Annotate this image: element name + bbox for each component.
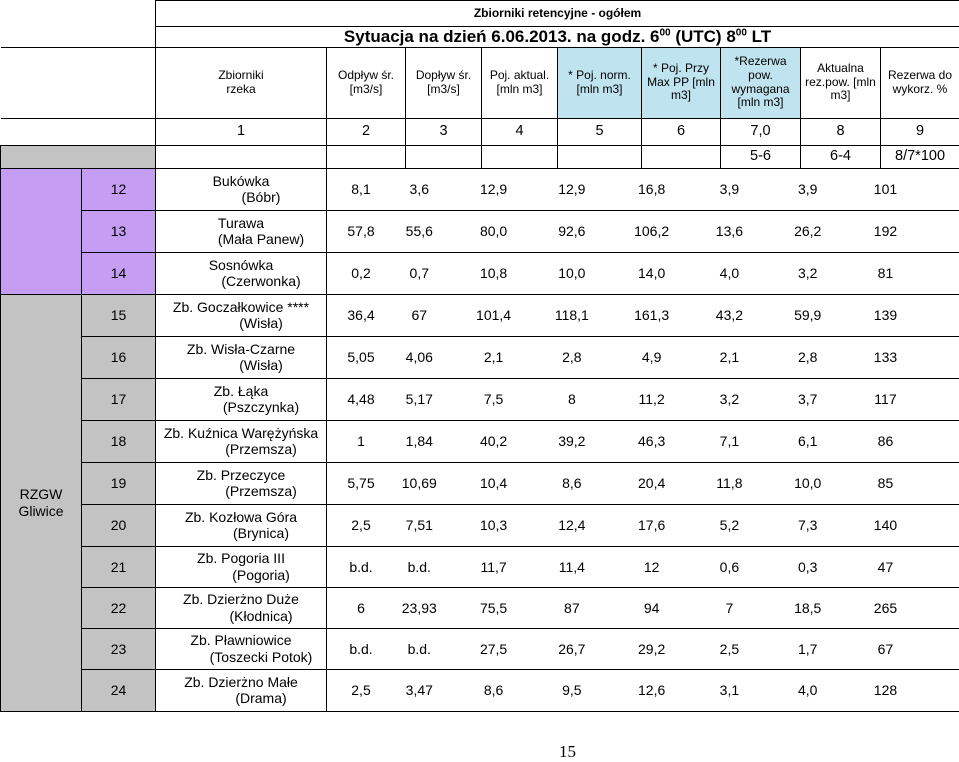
cell-value: 8 [532,391,612,407]
cell-value: 3,6 [383,181,455,197]
cell-value: 10,0 [770,475,846,491]
table-row [1,669,959,711]
cell-value: 43,2 [691,307,767,323]
cell-value: 128 [848,682,923,698]
cell-value: 55,6 [383,223,455,239]
colnum-5: 5 [558,118,642,145]
row-index: 18 [82,420,156,462]
header-poj-max: * Poj. Przy Max PP [mln m3] [642,47,721,118]
reservoir-name: Zb. Kuźnica Warężyńska [156,425,326,441]
reservoir-name-cell [156,669,327,711]
formula-9: 8/7*100 [881,145,959,168]
page-number: 15 [559,742,576,762]
colnum-2: 2 [327,118,406,145]
cell-value: 5,75 [341,475,381,491]
cell-value: 46,3 [614,433,689,449]
cell-value: 101 [848,181,923,197]
cell-value: 94 [614,600,689,616]
cell-value: b.d. [341,641,381,657]
cell-value: 12 [614,559,689,575]
header-poj-norm: * Poj. norm. [mln m3] [558,47,642,118]
row-index: 13 [82,210,156,252]
river-name: (Przemsza) [156,483,326,499]
river-name: (Brynica) [156,525,326,541]
reservoir-name-cell [156,168,327,210]
cell-value: 2,1 [691,349,767,365]
cell-value: 92,6 [532,223,612,239]
cell-value: 81 [848,265,923,281]
reservoir-name: Zb. Goczałkowice **** [156,299,326,315]
cell-value: 10,3 [458,517,530,533]
river-name: (Wisła) [156,315,326,331]
cell-value: 9,5 [532,682,612,698]
row-index: 12 [82,168,156,210]
reservoir-name: Zb. Kozłowa Góra [156,509,326,525]
reservoir-name: Zb. Dzierżno Duże [156,591,326,607]
cell-value: 7,1 [691,433,767,449]
reservoir-name-cell [156,210,327,252]
cell-value: 11,2 [614,391,689,407]
reservoir-name: Bukówka [156,173,326,189]
table-row [1,378,959,420]
cell-value: 5,05 [341,349,381,365]
cell-value: 12,4 [532,517,612,533]
cell-value: 1,7 [770,641,846,657]
row-values [327,669,959,711]
reservoir-name: Zb. Pogoria III [156,550,326,566]
cell-value: 192 [848,223,923,239]
header-aktualna-rez: Aktualna rez.pow. [mln m3] [801,47,881,118]
cell-value: 75,5 [458,600,530,616]
row-values [327,420,959,462]
header-odplyw: Odpływ śr. [m3/s] [327,47,406,118]
cell-value: 2,1 [458,349,530,365]
cell-value: 23,93 [383,600,455,616]
row-values [327,462,959,504]
reservoir-name-cell [156,294,327,336]
cell-value: 26,2 [770,223,846,239]
cell-value: 0,7 [383,265,455,281]
formula-7: 5-6 [721,145,801,168]
table-row [1,546,959,587]
reservoir-name-cell [156,252,327,294]
header-rezerwa-wykorz: Rezerwa do wykorz. % [881,47,959,118]
row-index: 23 [82,628,156,669]
row-index: 17 [82,378,156,420]
cell-value: 8,6 [458,682,530,698]
cell-value: 12,6 [614,682,689,698]
header-doplyw: Dopływ śr. [m3/s] [406,47,482,118]
cell-value: 3,9 [770,181,846,197]
river-name: (Bóbr) [156,189,326,205]
colnum-4: 4 [482,118,558,145]
cell-value: 118,1 [532,307,612,323]
cell-value: 10,4 [458,475,530,491]
river-name: (Czerwonka) [156,273,326,289]
cell-value: 1,84 [383,433,455,449]
cell-value: 13,6 [691,223,767,239]
cell-value: 16,8 [614,181,689,197]
row-values [327,168,959,210]
cell-value: 117 [848,391,923,407]
reservoir-name: Zb. Dzierżno Małe [156,674,326,690]
river-name: (Pszczynka) [156,399,326,415]
table-title: Zbiorniki retencyjne - ogółem [156,1,959,27]
cell-value: 80,0 [458,223,530,239]
row-values [327,504,959,546]
cell-value: 87 [532,600,612,616]
colnum-6: 6 [642,118,721,145]
cell-value: 3,2 [691,391,767,407]
cell-value: 11,7 [458,559,530,575]
table-row [1,504,959,546]
table-row [1,294,959,336]
reservoir-name-cell [156,462,327,504]
cell-value: 14,0 [614,265,689,281]
cell-value: 11,4 [532,559,612,575]
cell-value: 17,6 [614,517,689,533]
row-values [327,336,959,378]
cell-value: b.d. [341,559,381,575]
cell-value: 4,0 [770,682,846,698]
table-row [1,628,959,669]
header-zbiorniki: Zbiorniki rzeka [156,47,327,118]
river-name: (Drama) [156,690,326,706]
cell-value: 85 [848,475,923,491]
cell-value: 27,5 [458,641,530,657]
cell-value: 7,51 [383,517,455,533]
cell-value: 2,5 [341,682,381,698]
table-subtitle: Sytuacja na dzień 6.06.2013. na godz. $6^{00}$ (UTC) $8^{00}$ LT [156,27,959,48]
row-index: 22 [82,587,156,628]
cell-value: 139 [848,307,923,323]
cell-value: 11,8 [691,475,767,491]
cell-value: 3,47 [383,682,455,698]
row-values [327,378,959,420]
cell-value: 12,9 [458,181,530,197]
reservoir-name-cell [156,336,327,378]
cell-value: 5,2 [691,517,767,533]
reservoir-name: Sosnówka [156,257,326,273]
cell-value: 20,4 [614,475,689,491]
cell-value: 5,17 [383,391,455,407]
table-row [1,168,959,210]
cell-value: 26,7 [532,641,612,657]
reservoir-name-cell [156,546,327,587]
cell-value: 59,9 [770,307,846,323]
cell-value: 2,5 [341,517,381,533]
cell-value: 3,9 [691,181,767,197]
cell-value: 7,5 [458,391,530,407]
table-row [1,420,959,462]
reservoir-name-cell [156,504,327,546]
river-name: (Wisła) [156,357,326,373]
cell-value: 4,06 [383,349,455,365]
river-name: (Mała Panew) [156,231,326,247]
cell-value: 40,2 [458,433,530,449]
reservoir-name-cell [156,420,327,462]
reservoir-name-cell [156,378,327,420]
colnum-3: 3 [406,118,482,145]
river-name: (Kłodnica) [156,608,326,624]
cell-value: 0,2 [341,265,381,281]
cell-value: 106,2 [614,223,689,239]
colnum-7: 7,0 [721,118,801,145]
cell-value: 8,1 [341,181,381,197]
reservoir-name-cell [156,628,327,669]
row-values [327,252,959,294]
row-values [327,210,959,252]
table-row [1,210,959,252]
river-name: (Przemsza) [156,441,326,457]
cell-value: 161,3 [614,307,689,323]
header-poj-aktual: Poj. aktual. [mln m3] [482,47,558,118]
row-index: 15 [82,294,156,336]
table-row [1,587,959,628]
cell-value: 0,3 [770,559,846,575]
cell-value: 10,0 [532,265,612,281]
cell-value: 39,2 [532,433,612,449]
reservoir-name: Zb. Pławniowice [156,632,326,648]
table-row [1,336,959,378]
row-index: 16 [82,336,156,378]
cell-value: 140 [848,517,923,533]
cell-value: 2,8 [532,349,612,365]
reservoir-name: Zb. Wisła-Czarne [156,341,326,357]
cell-value: 2,5 [691,641,767,657]
cell-value: 10,8 [458,265,530,281]
cell-value: 57,8 [341,223,381,239]
reservoir-name: Zb. Przeczyce [156,467,326,483]
cell-value: 8,6 [532,475,612,491]
row-values [327,294,959,336]
row-index: 21 [82,546,156,587]
cell-value: 101,4 [458,307,530,323]
cell-value: 67 [383,307,455,323]
cell-value: b.d. [383,559,455,575]
cell-value: 3,1 [691,682,767,698]
table-row [1,252,959,294]
cell-value: 3,7 [770,391,846,407]
cell-value: 6,1 [770,433,846,449]
cell-value: 1 [341,433,381,449]
cell-value: 4,48 [341,391,381,407]
river-name: (Toszecki Potok) [156,649,326,665]
cell-value: 133 [848,349,923,365]
table-row [1,462,959,504]
colnum-8: 8 [801,118,881,145]
reservoir-name-cell [156,587,327,628]
row-values [327,546,959,587]
row-index: 20 [82,504,156,546]
cell-value: 7 [691,600,767,616]
cell-value: 4,9 [614,349,689,365]
cell-value: 265 [848,600,923,616]
row-index: 19 [82,462,156,504]
cell-value: 0,6 [691,559,767,575]
colnum-1: 1 [156,118,327,145]
colnum-9: 9 [881,118,959,145]
cell-value: b.d. [383,641,455,657]
cell-value: 86 [848,433,923,449]
cell-value: 67 [848,641,923,657]
cell-value: 10,69 [383,475,455,491]
reservoir-name: Turawa [156,215,326,231]
cell-value: 12,9 [532,181,612,197]
cell-value: 2,8 [770,349,846,365]
region-label: RZGW Gliwice [1,294,82,711]
row-values [327,628,959,669]
cell-value: 29,2 [614,641,689,657]
cell-value: 7,3 [770,517,846,533]
cell-value: 6 [341,600,381,616]
cell-value: 4,0 [691,265,767,281]
river-name: (Pogoria) [156,567,326,583]
reservoir-name: Zb. Łąka [156,383,326,399]
header-rezerwa-wym: *Rezerwa pow. wymagana [mln m3] [721,47,801,118]
row-values [327,587,959,628]
row-index: 14 [82,252,156,294]
cell-value: 3,2 [770,265,846,281]
cell-value: 47 [848,559,923,575]
row-index: 24 [82,669,156,711]
cell-value: 36,4 [341,307,381,323]
cell-value: 18,5 [770,600,846,616]
formula-8: 6-4 [801,145,881,168]
